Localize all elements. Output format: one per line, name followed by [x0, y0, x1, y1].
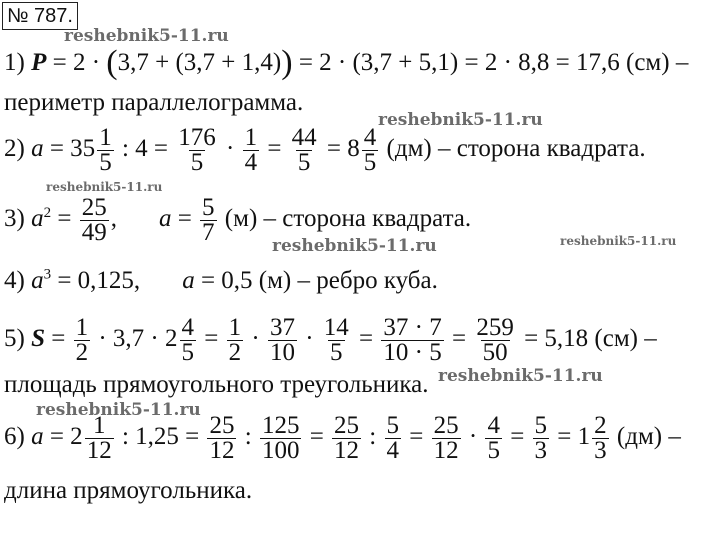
fraction [243, 126, 260, 175]
denominator: 4 [386, 437, 399, 464]
numerator: 4 [181, 314, 194, 341]
denominator: 49 [81, 219, 107, 246]
denominator: 5 [330, 339, 343, 366]
fraction [260, 414, 302, 463]
expr: · [462, 423, 484, 451]
step-label: 5) [4, 325, 25, 353]
numerator: 1 [99, 124, 112, 151]
denominator: 5 [181, 339, 194, 366]
denominator: 5 [99, 149, 112, 176]
numerator: 125 [261, 412, 300, 439]
denominator: 12 [209, 437, 235, 464]
denominator: 5 [190, 149, 204, 176]
var: a [158, 205, 172, 233]
var: a [182, 267, 195, 294]
fraction [74, 316, 91, 365]
solution-line-5-cont: площадь прямоугольного треугольника. [4, 371, 429, 398]
expr: : [363, 423, 383, 451]
numerator: 25 [209, 412, 235, 439]
fraction [290, 126, 319, 175]
denominator: 5 [363, 149, 377, 176]
fraction [332, 414, 361, 463]
fraction [533, 414, 550, 463]
fraction [227, 316, 244, 365]
expr: = 2 · [46, 49, 107, 76]
fraction [385, 414, 402, 463]
expr: · [219, 135, 241, 163]
watermark: reshebnik5-11.ru [438, 366, 603, 386]
step-label: 2) [4, 135, 25, 163]
numerator: 259 [476, 314, 514, 341]
expr: = [352, 325, 380, 353]
watermark: reshebnik5-11.ru [272, 236, 437, 256]
expr: = [261, 135, 288, 163]
numerator: 25 [81, 194, 107, 221]
numerator: 25 [433, 412, 459, 439]
fraction [80, 196, 109, 245]
expr: = [198, 325, 225, 353]
expr: : 1,25 = [115, 423, 206, 451]
denominator: 12 [334, 437, 360, 464]
numerator: 1 [244, 124, 258, 151]
fraction [176, 126, 218, 175]
expr: : [238, 423, 258, 451]
denominator: 10 [269, 339, 295, 366]
fraction [485, 414, 502, 463]
fraction [592, 414, 609, 463]
expr: : 4 = [115, 135, 175, 163]
fraction [432, 414, 461, 463]
denominator: 50 [482, 339, 508, 366]
expr: · [245, 325, 266, 353]
step-label: 6) [4, 423, 25, 451]
watermark: reshebnik5-11.ru [378, 110, 543, 130]
expr: = [44, 325, 72, 353]
fraction [474, 316, 516, 365]
expr: = 5,18 (см) – [517, 325, 657, 353]
denominator: 2 [75, 339, 89, 366]
expr: (м) – сторона квадрата. [218, 205, 472, 233]
watermark: reshebnik5-11.ru [46, 180, 163, 194]
perimeter-var: P [31, 49, 47, 76]
expr: = 35 [43, 135, 96, 163]
solution-line-6-cont: длина прямоугольника. [4, 477, 253, 504]
problem-number: № 787. [2, 2, 78, 30]
denominator: 7 [202, 219, 215, 246]
expr: = 0,5 (м) – ребро куба. [194, 267, 438, 294]
fraction [97, 126, 114, 175]
denominator: 100 [261, 437, 300, 464]
paren-close: ) [281, 44, 293, 81]
var: a [31, 267, 44, 294]
numerator: 44 [291, 124, 317, 151]
watermark: reshebnik5-11.ru [560, 234, 677, 248]
denominator: 5 [297, 149, 311, 176]
numerator: 5 [202, 194, 215, 221]
expr: = 0,125, [51, 267, 141, 294]
area-var: S [31, 325, 45, 353]
denominator: 3 [594, 437, 607, 464]
expr: = 2 [43, 423, 83, 451]
var: a [31, 205, 44, 233]
numerator: 2 [594, 412, 607, 439]
expr: = [445, 325, 473, 353]
expr: = [171, 205, 199, 233]
var: a [31, 135, 44, 163]
solution-line-5 [4, 316, 657, 365]
numerator: 1 [92, 412, 106, 439]
denominator: 5 [487, 437, 500, 464]
fraction [268, 316, 297, 365]
numerator: 37 · 7 [383, 314, 442, 341]
expr: = 8 [320, 135, 360, 163]
expr: 3,7 + (3,7 + 1,4) [117, 49, 282, 76]
expr: (дм) – [610, 423, 681, 451]
step-label: 3) [4, 205, 25, 233]
numerator: 37 [269, 314, 295, 341]
fraction [85, 414, 114, 463]
denominator: 3 [534, 437, 548, 464]
var: a [31, 423, 44, 451]
exponent: 3 [43, 266, 52, 283]
fraction [200, 196, 217, 245]
denominator: 4 [244, 149, 258, 176]
fraction [207, 414, 236, 463]
solution-line-1 [4, 44, 689, 81]
denominator: 12 [433, 437, 459, 464]
expr: (дм) – сторона квадрата. [380, 135, 646, 163]
solution-line-2 [4, 126, 646, 175]
fraction [322, 316, 351, 365]
expr: = [503, 423, 531, 451]
denominator: 12 [86, 437, 112, 464]
numerator: 25 [334, 412, 360, 439]
expr: , [110, 205, 117, 233]
solution-line-1-cont: периметр параллелограмма. [4, 89, 304, 116]
paren-open: ( [106, 44, 118, 81]
numerator: 4 [363, 124, 377, 151]
step-label: 4) [4, 267, 25, 294]
numerator: 1 [75, 314, 89, 341]
expr: · [298, 325, 320, 353]
step-label: 1) [4, 49, 25, 76]
denominator: 10 · 5 [383, 339, 442, 366]
exponent: 2 [43, 204, 52, 221]
expr: · 3,7 · 2 [92, 325, 178, 353]
watermark: reshebnik5-11.ru [64, 26, 229, 46]
numerator: 1 [228, 314, 242, 341]
fraction [381, 316, 443, 365]
expr: = [303, 423, 331, 451]
fraction [180, 316, 197, 365]
watermark: reshebnik5-11.ru [36, 400, 201, 420]
expr: = [403, 423, 430, 451]
denominator: 2 [228, 339, 242, 366]
solution-line-6 [4, 414, 681, 463]
expr: = 2 · (3,7 + 5,1) = 2 · 8,8 = 17,6 (см) – [292, 49, 689, 76]
expr: = [51, 205, 78, 233]
expr: = 1 [551, 423, 591, 451]
numerator: 176 [178, 124, 216, 151]
solution-line-4 [4, 266, 438, 296]
numerator: 5 [534, 412, 548, 439]
fraction [362, 126, 379, 175]
numerator: 4 [487, 412, 500, 439]
numerator: 5 [386, 412, 399, 439]
numerator: 14 [323, 314, 349, 341]
